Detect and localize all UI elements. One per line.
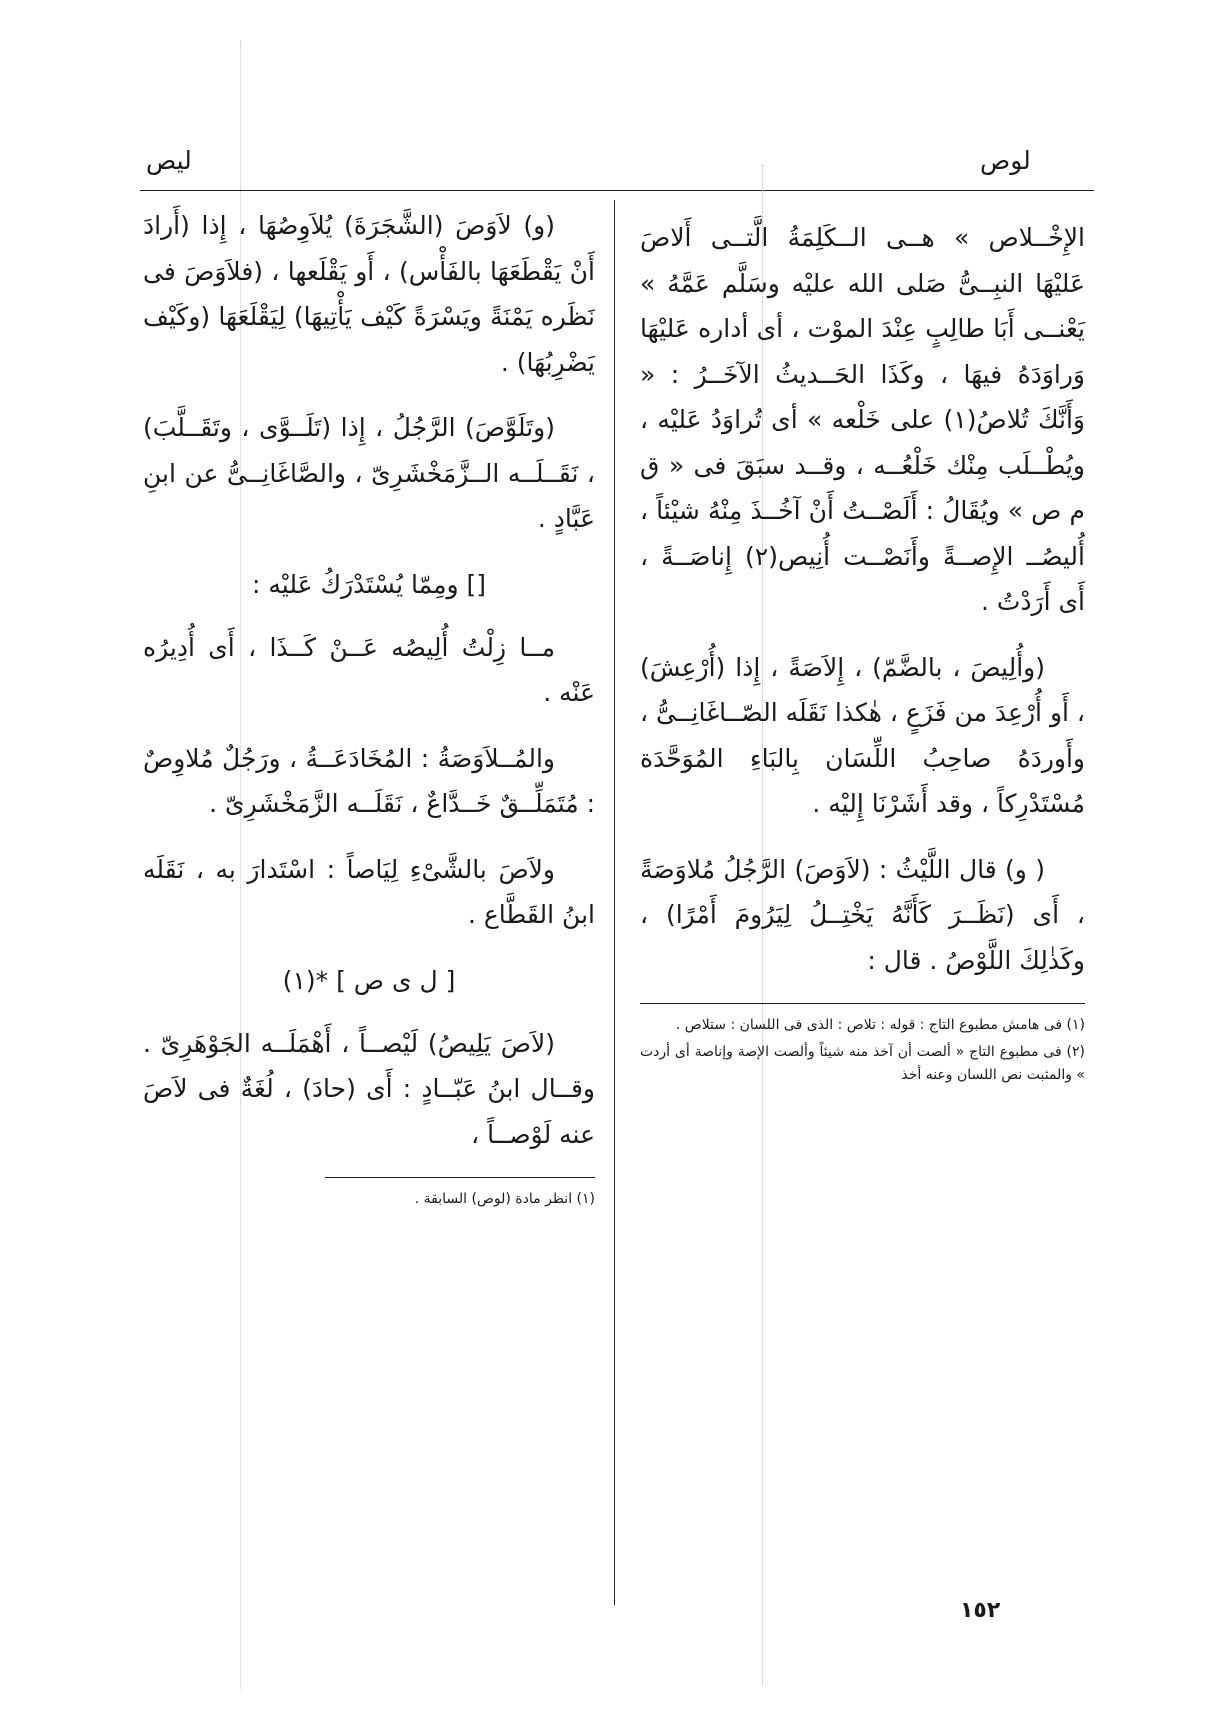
paragraph: الإِخْــلاص » هــى الــكَلِمَةُ الَّتــى أَلاصَ عَليْهَا النبِــىُّ صَلى الله عليْه وسَلَّم عَمَّهُ » يَعْنــى أَبَا طالِبٍ عِنْدَ الموْت ، أى أداره عَليْهَا وَراوَدَهُ فيهَا ، وكَذَا الحَــديثُ الآخَــرُ : « وَأَنَّكَ تُلاصُ(١) على خَلْعه » أى تُراوَدُ عَليْه ، ويُطْــلَب مِنْك خَلْعُــه ، وقــد سبَقَ فى « ق م ص » ويُقَالُ : أَلَصْــتُ أَنْ آخُــذَ مِنْهُ شيْئاً ، أُليصُــ الإِصــةً وأَنَصْــت أُنِيص(٢) إِناصَــةً ، أَى أَرَدْتُ . <box>640 223 1085 616</box>
column-divider <box>614 200 615 1605</box>
paragraph: (لاَصَ يَلِيصُ) لَيْصــاً ، أَهْمَلَــه الجَوْهَرِىّ . وقــال ابنُ عَبّــادٍ : أَى (حادَ) ، لُغَةٌ فى لاَصَ عنه لَوْصــاً ، <box>143 1028 595 1149</box>
paragraph: ( و) قال اللَّيْثُ : (لاَوَصَ) الرَّجُلُ مُلاوَصَةً ، أَى (نَظَــرَ كَأَنَّهُ يَخْتِــلُ لِيَرُومَ أَمْرًا) ، وكَذٰلِكَ اللَّوْصُ . قال : <box>640 854 1085 975</box>
paragraph: (وأُلِيصَ ، بالضَّمّ) ، إِلاَصَةً ، إِذا (أُرْعِشَ) ، أَو أُرْعِدَ من فَزَعٍ ، هٰكذا نَقَلَه الصّــاغَانِــىُّ ، وأَوردَهُ صاحِبُ اللِّسَان بِالبَاءِ المُوَحَّدَة مُسْتَدْرِكاً ، وقد أَشَرْنَا إِليْه . <box>640 652 1085 818</box>
footnote: (١) انظر مادة (لوص) السابقة . <box>414 1191 595 1207</box>
paragraph: مــا زِلْتُ أُلِيصُه عَــنْ كَــذَا ، أَى أُدِيرُه عَنْه . <box>143 632 595 707</box>
paragraph: ولاَصَ بالشَّىْءِ لِيَاصاً : اسْتَدارَ به ، نَقَلَه ابنُ القَطَّاع . <box>143 854 595 929</box>
paragraph: والمُــلاَوَصَةُ : المُخَادَعَــةُ ، ورَجُلٌ مُلاوِصٌ : مُتَمَلِّــقٌ خَــدَّاعٌ ، نَقَلَــه الزَّمَخْشَرِىّ . <box>143 743 595 818</box>
running-head-left: ليص <box>146 146 192 175</box>
running-head-right: لوص <box>980 146 1031 175</box>
footnote-rule <box>640 1003 1085 1004</box>
footnote: (٢) فى مطبوع التاج « ألصت أن آخذ منه شيئاً وألصت الإصة وإناصة أى أردت » والمثبت نص اللسان وعنه أخذ <box>640 1044 1085 1083</box>
paragraph: (و) لاَوَصَ (الشَّجَرَةَ) يُلاَوِصُهَا ، إِذا (أَرادَ أَنْ يَقْطَعَهَا بالفَأْس) ، أَو يَقْلَعها ، (فلاَوَصَ فى نَظَره يَمْنَةً ويَسْرَةً كَيْف يَأْتِيهَا) لِيَقْلَعَهَا (وكَيْف يَضْرِبُهَا) . <box>143 211 595 377</box>
footnote-rule <box>325 1177 595 1178</box>
header-rule <box>140 190 1094 191</box>
right-column <box>640 215 1085 1091</box>
paragraph: (وتَلَوَّصَ) الرَّجُلُ ، إِذا (تَلَــوَّى ، وتَقَــلَّبَ) ، نَقَــلَــه الــزَّمَخْشَرِىّ ، والصَّاغَانِــىُّ عن ابنِ عَبَّادٍ . <box>143 413 595 533</box>
page-number: ١٥٢ <box>960 1598 1001 1623</box>
entry-heading: [ ل ى ص ] *(١) <box>282 965 456 995</box>
mustadrak-heading: [] ومِمّا يُسْتَدْرَكُ عَليْه : <box>252 569 486 599</box>
left-column <box>143 203 595 1215</box>
footnote: (١) فى هامش مطبوع التاج : قوله : تلاص : الذى فى اللسان : ستلاص . <box>675 1017 1085 1033</box>
